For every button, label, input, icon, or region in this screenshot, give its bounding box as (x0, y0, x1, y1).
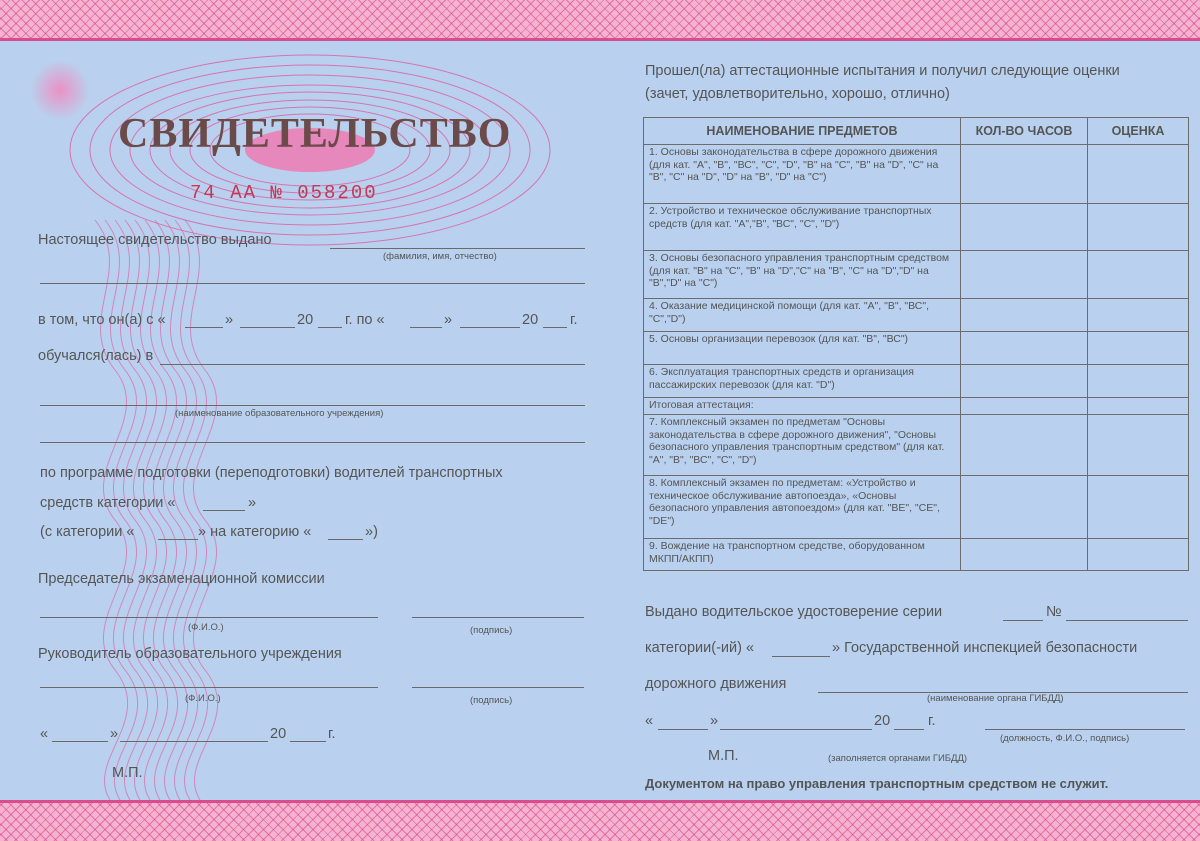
grade-cell[interactable] (1088, 365, 1189, 398)
subject-cell: 2. Устройство и техническое обслуживание транспортных средств (для кат. "А","В", "ВС", "С", "D") (644, 204, 961, 251)
intro-line-2: (зачет, удовлетворительно, хорошо, отлично) (645, 86, 950, 102)
institution-hint: (наименование образовательного учреждения) (175, 408, 384, 419)
header-subjects: НАИМЕНОВАНИЕ ПРЕДМЕТОВ (644, 118, 961, 145)
institution-field-2[interactable] (40, 405, 585, 406)
position-hint: (должность, Ф.И.О., подпись) (1000, 733, 1130, 744)
category-change-suffix: ») (365, 524, 378, 540)
category-change-prefix: (с категории « (40, 524, 135, 540)
table-row (644, 476, 1189, 539)
chair-signature-hint: (подпись) (470, 625, 513, 636)
grade-cell[interactable] (1088, 204, 1189, 251)
license-line-2-prefix: категории(-ий) « (645, 640, 755, 656)
grades-table (643, 117, 1189, 571)
header-grade: ОЦЕНКА (1088, 118, 1189, 145)
intro-line-1: Прошел(ла) аттестационные испытания и получил следующие оценки (645, 63, 1120, 79)
subject-cell: Итоговая аттестация: (644, 398, 961, 415)
table-row (644, 539, 1189, 571)
license-number-field[interactable] (1066, 620, 1188, 621)
not-a-license-note: Документом на право управления транспортным средством не служит. (645, 776, 1109, 791)
subject-cell: 5. Основы организации перевозок (для кат. "В", "ВС") (644, 332, 961, 365)
grade-cell[interactable] (1088, 145, 1189, 204)
period-g1: г. по « (345, 312, 385, 328)
license-series-field[interactable] (1003, 620, 1043, 621)
chief-label: Руководитель образовательного учреждения (38, 646, 342, 662)
subject-cell: 9. Вождение на транспортном средстве, оборудованном МКПП/АКПП) (644, 539, 961, 571)
program-line-1: по программе подготовки (переподготовки) водителей транспортных (40, 465, 503, 481)
right-date-open: « (645, 713, 654, 729)
period-day-to[interactable] (410, 327, 442, 328)
institution-field-3[interactable] (40, 442, 585, 443)
table-row (644, 251, 1189, 299)
program-category-field[interactable] (203, 510, 245, 511)
grade-cell[interactable] (1088, 539, 1189, 571)
right-date-day[interactable] (658, 729, 708, 730)
chair-signature-field[interactable] (412, 617, 584, 618)
filled-by-gibdd-hint: (заполняется органами ГИБДД) (828, 753, 968, 764)
right-date-year: 20 (874, 713, 891, 729)
right-date-g: г. (928, 713, 936, 729)
table-row (644, 332, 1189, 365)
period-year-2: 20 (522, 312, 539, 328)
grade-cell[interactable] (1088, 332, 1189, 365)
hours-cell[interactable] (961, 415, 1088, 476)
left-date-open: « (40, 726, 49, 742)
period-month-from[interactable] (240, 327, 295, 328)
hours-cell[interactable] (961, 398, 1088, 415)
left-date-close: » (110, 726, 119, 742)
grade-cell[interactable] (1088, 398, 1189, 415)
hours-cell[interactable] (961, 476, 1088, 539)
grades-header-row (644, 118, 1189, 145)
fio-hint: (фамилия, имя, отчество) (383, 251, 497, 262)
table-row (644, 365, 1189, 398)
chief-signature-hint: (подпись) (470, 695, 513, 706)
license-line-1: Выдано водительское удостоверение серии (645, 604, 943, 620)
license-line-3: дорожного движения (645, 676, 787, 692)
period-year-to[interactable] (543, 327, 567, 328)
period-close-2: » (444, 312, 453, 328)
period-month-to[interactable] (460, 327, 520, 328)
table-row (644, 204, 1189, 251)
issued-to-field-2[interactable] (40, 283, 585, 284)
hours-cell[interactable] (961, 145, 1088, 204)
top-ornament-band (0, 0, 1200, 41)
period-year-from[interactable] (318, 327, 342, 328)
category-change-mid: » на категорию « (198, 524, 312, 540)
right-stamp-place: М.П. (708, 748, 739, 764)
chief-signature-field[interactable] (412, 687, 584, 688)
left-date-year: 20 (270, 726, 287, 742)
right-date-close: » (710, 713, 719, 729)
table-row (644, 398, 1189, 415)
chief-fio-field[interactable] (40, 687, 378, 688)
license-line-2-suffix: » Государственной инспекцией безопасности (832, 640, 1138, 656)
left-date-day[interactable] (52, 741, 108, 742)
studied-label: обучался(лась) в (38, 348, 154, 364)
left-date-g: г. (328, 726, 336, 742)
issued-to-field[interactable] (330, 248, 585, 249)
hours-cell[interactable] (961, 365, 1088, 398)
period-year-1: 20 (297, 312, 314, 328)
left-date-month[interactable] (120, 741, 268, 742)
subject-cell: 6. Эксплуатация транспортных средств и организация пассажирских перевозок (для кат. "D") (644, 365, 961, 398)
program-line-2-prefix: средств категории « (40, 495, 176, 511)
hours-cell[interactable] (961, 251, 1088, 299)
gibdd-hint: (наименование органа ГИБДД) (927, 693, 1064, 704)
category-to-field[interactable] (328, 539, 363, 540)
category-from-field[interactable] (158, 539, 198, 540)
table-row (644, 299, 1189, 332)
bottom-ornament-band (0, 800, 1200, 841)
period-close-1: » (225, 312, 234, 328)
chief-fio-hint: (Ф.И.О.) (185, 693, 221, 704)
left-stamp-place: М.П. (112, 765, 143, 781)
subject-cell: 3. Основы безопасного управления транспортным средством (для кат. "В" на "С", "В" на "D","С" на "В", "С" на "D","D" на "В","D" на "С") (644, 251, 961, 299)
period-g2: г. (570, 312, 578, 328)
grade-cell[interactable] (1088, 415, 1189, 476)
hours-cell[interactable] (961, 299, 1088, 332)
subject-cell: 7. Комплексный экзамен по предметам "Основы законодательства в сфере дорожного движения", "Основы безопасного управления транспортным средством" (для кат. "А", "В", "ВС", "С", "D") (644, 415, 961, 476)
license-category-field[interactable] (772, 656, 830, 657)
left-date-year-field[interactable] (290, 741, 326, 742)
right-date-year-field[interactable] (894, 729, 924, 730)
commission-chair-label: Председатель экзаменационной комиссии (38, 571, 325, 587)
period-prefix: в том, что он(а) с « (38, 312, 166, 328)
grade-cell[interactable] (1088, 251, 1189, 299)
header-hours: КОЛ-ВО ЧАСОВ (961, 118, 1088, 145)
chair-fio-hint: (Ф.И.О.) (188, 622, 224, 633)
grade-cell[interactable] (1088, 476, 1189, 539)
license-number-sign: № (1046, 604, 1062, 620)
hours-cell[interactable] (961, 204, 1088, 251)
serial-number: 74 АА № 058200 (190, 182, 378, 204)
subject-cell: 8. Комплексный экзамен по предметам: «Устройство и техническое обслуживание автопоезда», «Основы безопасного управления автопоездом» (для кат. "ВЕ", "СЕ", "DE") (644, 476, 961, 539)
issued-to-label: Настоящее свидетельство выдано (38, 232, 272, 248)
hours-cell[interactable] (961, 539, 1088, 571)
grade-cell[interactable] (1088, 299, 1189, 332)
period-day-from[interactable] (185, 327, 223, 328)
subject-cell: 4. Оказание медицинской помощи (для кат. "А", "В", "ВС", "С","D") (644, 299, 961, 332)
hours-cell[interactable] (961, 332, 1088, 365)
official-signature-field[interactable] (985, 729, 1185, 730)
table-row (644, 145, 1189, 204)
institution-field[interactable] (160, 364, 585, 365)
chair-fio-field[interactable] (40, 617, 378, 618)
document-title: СВИДЕТЕЛЬСТВО (118, 111, 512, 157)
subject-cell: 1. Основы законодательства в сфере дорожного движения (для кат. "А", "В", "ВС", "С", "D", "В" на "С", "В" на "D", "С" на "В", "С" на "D", "D" на "В", "D" на "С") (644, 145, 961, 204)
program-line-2-suffix: » (248, 495, 257, 511)
right-date-month[interactable] (720, 729, 872, 730)
table-row (644, 415, 1189, 476)
